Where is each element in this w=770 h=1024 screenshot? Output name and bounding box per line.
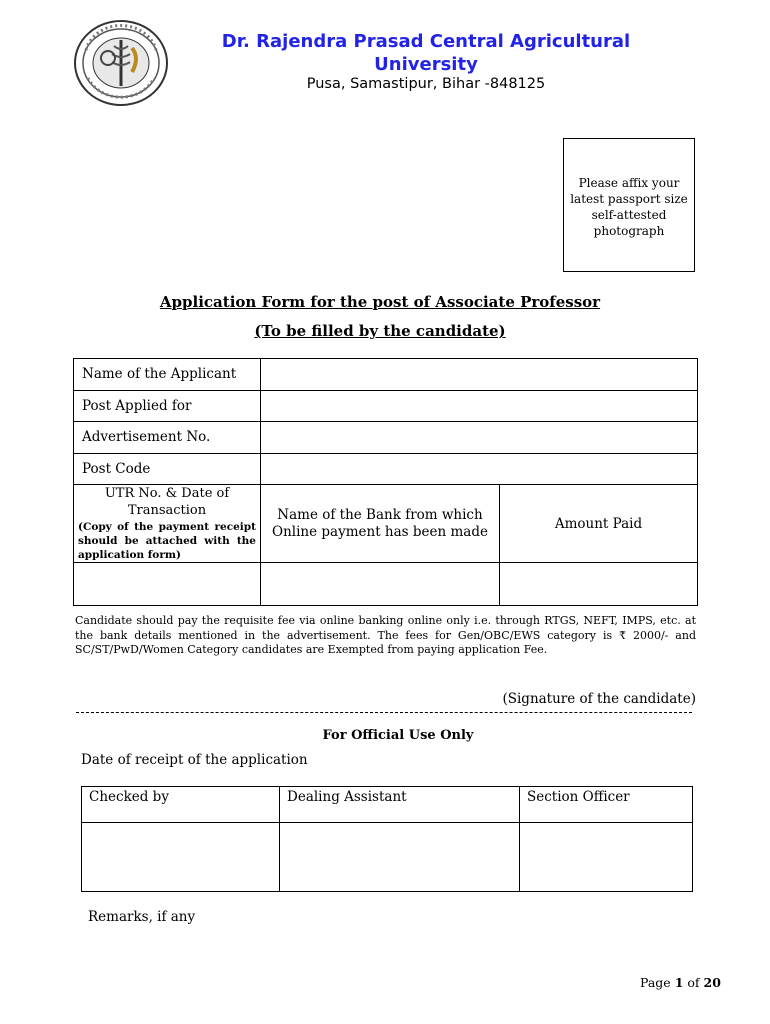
utr-header-label: UTR No. & Date of Transaction: [104, 486, 230, 518]
table-row: [82, 823, 693, 892]
post-code-field[interactable]: [261, 453, 698, 485]
post-applied-field[interactable]: [261, 390, 698, 422]
section-officer-field[interactable]: [520, 823, 693, 892]
table-row: [82, 787, 693, 823]
university-address: Pusa, Samastipur, Bihar -848125: [306, 76, 546, 92]
official-use-table: [81, 786, 693, 892]
utr-header-note: (Copy of the payment receipt should be attached with the application form): [78, 521, 256, 561]
section-officer-header: Section Officer: [520, 787, 693, 823]
advertisement-no-field[interactable]: [261, 422, 698, 454]
row-label: Post Applied for: [74, 390, 261, 422]
page-label: Page: [640, 975, 671, 990]
checked-by-field[interactable]: [82, 823, 280, 892]
university-name: Dr. Rajendra Prasad Central Agricultural University: [221, 31, 631, 75]
payment-header-row: [74, 485, 698, 563]
row-label: Advertisement No.: [74, 422, 261, 454]
page-current: 1: [674, 975, 684, 990]
dealing-assistant-field[interactable]: [280, 823, 520, 892]
table-row: [74, 359, 698, 391]
table-row: [74, 422, 698, 454]
amount-header: Amount Paid: [500, 485, 698, 563]
receipt-date-label: Date of receipt of the application: [81, 752, 308, 768]
row-label: Name of the Applicant: [74, 359, 261, 391]
amount-paid-field[interactable]: [500, 563, 698, 606]
payment-input-row: [74, 563, 698, 606]
applicant-details-table: [73, 358, 698, 606]
bank-header: Name of the Bank from which Online payment has been made: [261, 485, 500, 563]
dashed-divider: [76, 712, 692, 723]
page-total: 20: [703, 975, 721, 990]
table-row: [74, 453, 698, 485]
photo-instruction: Please affix your latest passport size self-attested photograph: [570, 176, 688, 238]
photo-affix-box: [563, 138, 695, 272]
remarks-label: Remarks, if any: [88, 909, 196, 925]
applicant-name-field[interactable]: [261, 359, 698, 391]
form-subtitle: (To be filled by the candidate): [254, 322, 506, 340]
signature-label: (Signature of the candidate): [502, 691, 696, 707]
bank-name-field[interactable]: [261, 563, 500, 606]
page-of: of: [687, 975, 700, 990]
fee-notice: Candidate should pay the requisite fee via online banking online only i.e. through RTGS, NEFT, IMPS, etc. at the bank details mentioned in the advertisement. The fees for Gen/OBC/EWS category is ₹ 2000/- and SC/ST/PwD/Women Category candidates are Exempted from paying application Fee.: [75, 614, 696, 656]
page-number: [640, 975, 721, 990]
form-title: Application Form for the post of Associate Professor: [159, 293, 601, 311]
row-label: Post Code: [74, 453, 261, 485]
table-row: [74, 390, 698, 422]
university-seal-icon: [72, 18, 170, 108]
utr-header: [74, 485, 261, 563]
utr-field[interactable]: [74, 563, 261, 606]
dealing-assistant-header: Dealing Assistant: [280, 787, 520, 823]
official-use-heading: For Official Use Only: [322, 728, 474, 743]
checked-by-header: Checked by: [82, 787, 280, 823]
